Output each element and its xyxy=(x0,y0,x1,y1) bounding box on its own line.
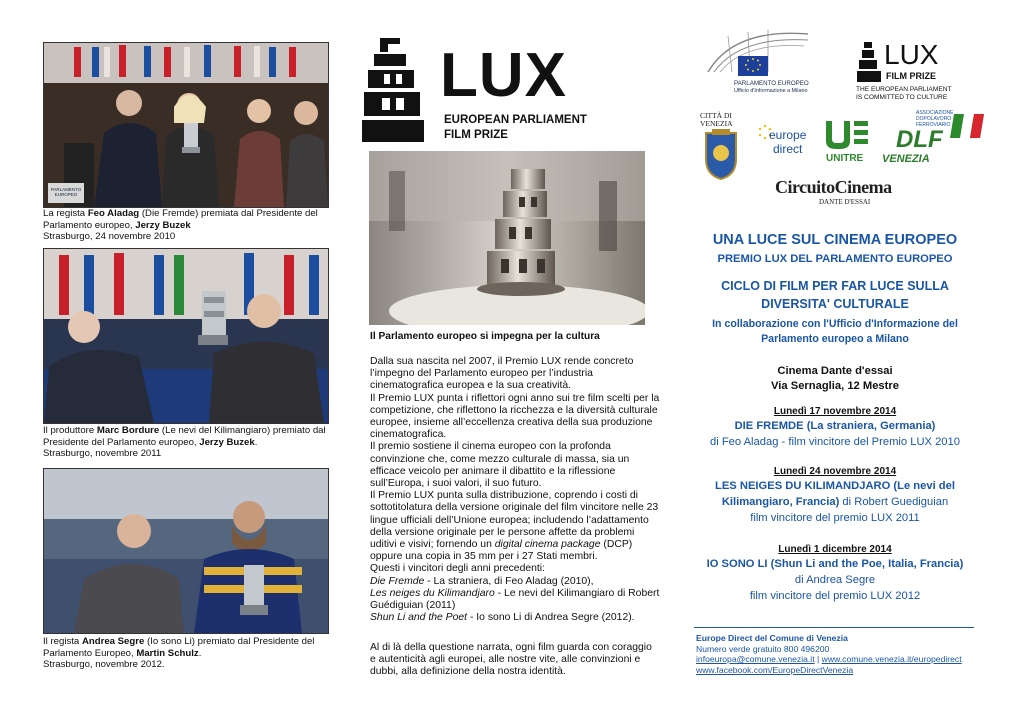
screening-1-info: di Feo Aladag - film vincitore del Premio LUX 2010 xyxy=(710,436,960,448)
parliament-building-icon xyxy=(704,28,814,78)
footer-contacts xyxy=(696,633,996,675)
photo-marc-bordure-award xyxy=(43,248,329,424)
photo-1-caption: La regista Feo Aladag (Die Fremde) premiata dal Presidente del Parlamento europeo, Jerzy Buzek Strasburgo, 24 novembre 2010 xyxy=(43,208,318,242)
dlf-city: VENEZIA xyxy=(882,153,930,165)
parliament-logo xyxy=(704,28,819,104)
dlf-flag-icon xyxy=(950,110,986,142)
para-1: Dalla sua nascita nel 2007, il Premio LUX rende concreto l’impegno del Parlamento europeo per l’industria cinematografica europea e la sua creatività. xyxy=(370,356,634,392)
venue-address: Via Sernaglia, 12 Mestre xyxy=(771,380,899,392)
lux-film-prize-tag1: THE EUROPEAN PARLIAMENT xyxy=(856,86,952,93)
winner-2: Les neiges du Kilimandjaro - Le nevi del Kilimangiaro di Robert Guédiguian (2011) xyxy=(370,587,660,612)
citta-line2: VENEZIA xyxy=(700,119,733,128)
closing-text: Al di là della questione narrata, ogni film guarda con coraggio e autenticità agli europei, alle nostre vite, alle convinzioni e dubbi, alla definizione della nostra identità. xyxy=(370,642,652,678)
winners-intro: Questi i vincitori degli anni precedenti: xyxy=(370,563,546,575)
caption-name-jerzy-buzek-2: Jerzy Buzek xyxy=(199,436,255,448)
para-4: Il Premio LUX punta sulla distribuzione, coprendo i costi di sottotitolatura della versione originale del film vincitore nelle 23 lingue ufficiali dell’Unione europea; includendo l’adattamento della versione originale per le persone affette da problemi uditivi e visivi; fornendo un digital cinema package (DCP) oppure una copia in 35 mm per i 27 Stati membri. xyxy=(370,490,659,563)
section-heading: Il Parlamento europeo si impegna per la cultura xyxy=(370,331,600,342)
middle-body-text xyxy=(370,356,660,624)
dlf-venezia-logo xyxy=(880,110,990,170)
europe-direct-logo xyxy=(757,120,817,164)
facebook-link[interactable]: www.facebook.com/EuropeDirectVenezia xyxy=(696,664,854,675)
photo-1-illustration xyxy=(44,43,328,207)
caption-name-feo-aladag: Feo Aladag xyxy=(87,208,140,219)
email-link[interactable]: infoeuropa@comune.venezia.it xyxy=(696,654,815,665)
dlf-label: DLF xyxy=(896,126,943,153)
cycle-title-1: CICLO DI FILM PER FAR LUCE SULLA xyxy=(721,279,949,293)
caption-name-jerzy-buzek: Jerzy Buzek xyxy=(135,219,191,231)
screening-2-date: Lunedì 24 novembre 2014 xyxy=(773,466,897,477)
sub-title: PREMIO LUX DEL PARLAMENTO EUROPEO xyxy=(717,253,953,265)
photo-3-caption: Il regista Andrea Segre (Io sono Li) premiato dal Presidente del Parlamento Europeo, Martin Schulz. Strasburgo, novembre 2012. xyxy=(43,636,315,670)
photo-3-illustration xyxy=(44,469,328,633)
parliament-logo-line2: Ufficio d'Informazione a Milano xyxy=(734,88,808,94)
venice-crest-icon xyxy=(702,129,740,181)
screening-3 xyxy=(690,543,980,604)
winner-1: Die Fremde - La straniera, di Feo Aladag (2010), xyxy=(370,575,594,587)
lux-trophy-photo xyxy=(369,151,645,325)
unitre-label: UNITRE xyxy=(826,153,864,164)
photo-1-badge: PARLAMENTO EUROPEO xyxy=(50,187,82,197)
screening-2-title-cont: Kilimangiaro, Francia) di Robert Guediguian xyxy=(721,496,949,508)
lux-logo-title: LUX xyxy=(440,41,567,110)
para-2: Il Premio LUX punta i riflettori ogni anno sui tre film scelti per la competizione, che riflettono la ricchezza e la diversità culturale europee, insieme all’eccellenza creativa della sua produzione cinematografica. xyxy=(370,392,660,441)
screening-3-info: film vincitore del premio LUX 2012 xyxy=(749,590,921,602)
photo-2-illustration xyxy=(44,249,328,423)
photo-2-caption: Il produttore Marc Bordure (Le nevi del Kilimangiaro) premiato dal Presidente del Parlamento europeo, Jerzy Buzek. Strasburgo, novembre 2011 xyxy=(43,425,326,459)
photo-feo-aladag-award xyxy=(43,42,329,208)
screening-1-title: DIE FREMDE (La straniera, Germania) xyxy=(734,420,936,432)
winner-3: Shun Li and the Poet - Io sono Li di Andrea Segre (2012). xyxy=(370,612,635,624)
parliament-logo-line1: PARLAMENTO EUROPEO xyxy=(734,80,809,87)
dlf-assoc-1: ASSOCIAZIONE xyxy=(916,110,954,116)
caption-name-martin-schulz: Martin Schulz xyxy=(136,647,199,659)
dlf-assoc-3: FERROVIARIO xyxy=(916,122,951,128)
lux-trophy-illustration xyxy=(369,151,645,325)
lux-logo-sub2: FILM PRIZE xyxy=(444,129,508,141)
footer-org: Europe Direct del Comune di Venezia xyxy=(696,633,848,643)
film-reel-icon xyxy=(358,36,428,144)
circuito-cinema-title: CircuitoCinema xyxy=(775,177,892,197)
para-3: Il premio sostiene il cinema europeo con la profonda convinzione che, come mezzo culturale di massa, sia un efficace veicolo per animare il dibattito e la riflessione sull’Europa, i suoi valori, il suo futuro. xyxy=(370,441,630,490)
screening-2-info: film vincitore del premio LUX 2011 xyxy=(750,512,920,524)
caption-name-andrea-segre: Andrea Segre xyxy=(81,636,145,647)
screening-1-date: Lunedì 17 novembre 2014 xyxy=(773,406,897,417)
main-title: UNA LUCE SUL CINEMA EUROPEO xyxy=(712,232,958,248)
unitre-mark-icon xyxy=(824,119,870,149)
screening-1 xyxy=(690,405,980,450)
collab-line-2: Parlamento europeo a Milano xyxy=(761,333,909,345)
website-link[interactable]: www.comune.venezia.it/europedirect xyxy=(821,654,962,665)
screening-3-title: IO SONO LI (Shun Li and the Poe, Italia, Francia) xyxy=(706,558,964,570)
lux-film-prize-logo xyxy=(856,39,986,104)
dlf-assoc-2: DOPOLAVORO xyxy=(916,116,952,122)
photo-andrea-segre-award xyxy=(43,468,329,634)
europe-direct-word2: direct xyxy=(773,142,803,156)
venue-name: Cinema Dante d'essai xyxy=(777,365,893,377)
lux-film-prize-tag2: IS COMMITTED TO CULTURE xyxy=(856,94,948,101)
cycle-title-2: DIVERSITA' CULTURALE xyxy=(761,297,909,311)
citta-venezia-logo xyxy=(700,111,744,183)
footer-phone: Numero verde gratuito 800 496200 xyxy=(696,643,830,654)
unitre-logo xyxy=(822,119,874,167)
small-reel-icon xyxy=(856,42,882,82)
circuito-cinema-sub: DANTE D'ESSAI xyxy=(819,198,871,206)
lux-logo xyxy=(358,36,658,146)
circuito-cinema-logo xyxy=(775,177,915,211)
screening-2-title: LES NEIGES DU KILIMANDJARO (Le nevi del xyxy=(715,480,955,492)
europe-direct-word1: europe xyxy=(769,128,807,142)
footer-divider xyxy=(694,627,974,628)
footer-links: infoeuropa@comune.venezia.it | www.comune.venezia.it/europedirect xyxy=(696,654,962,665)
citta-line1: CITTÀ DI xyxy=(700,111,732,120)
screening-3-director: di Andrea Segre xyxy=(794,574,876,586)
lux-film-prize-sub: FILM PRIZE xyxy=(886,71,936,81)
lux-film-prize-title: LUX xyxy=(884,39,939,70)
collab-line-1: In collaborazione con l'Ufficio d'Informazione del xyxy=(712,318,958,330)
caption-name-marc-bordure: Marc Bordure xyxy=(96,425,160,436)
screening-2 xyxy=(690,465,980,526)
lux-logo-sub1: EUROPEAN PARLIAMENT xyxy=(444,114,587,126)
screening-3-date: Lunedì 1 dicembre 2014 xyxy=(778,544,892,555)
